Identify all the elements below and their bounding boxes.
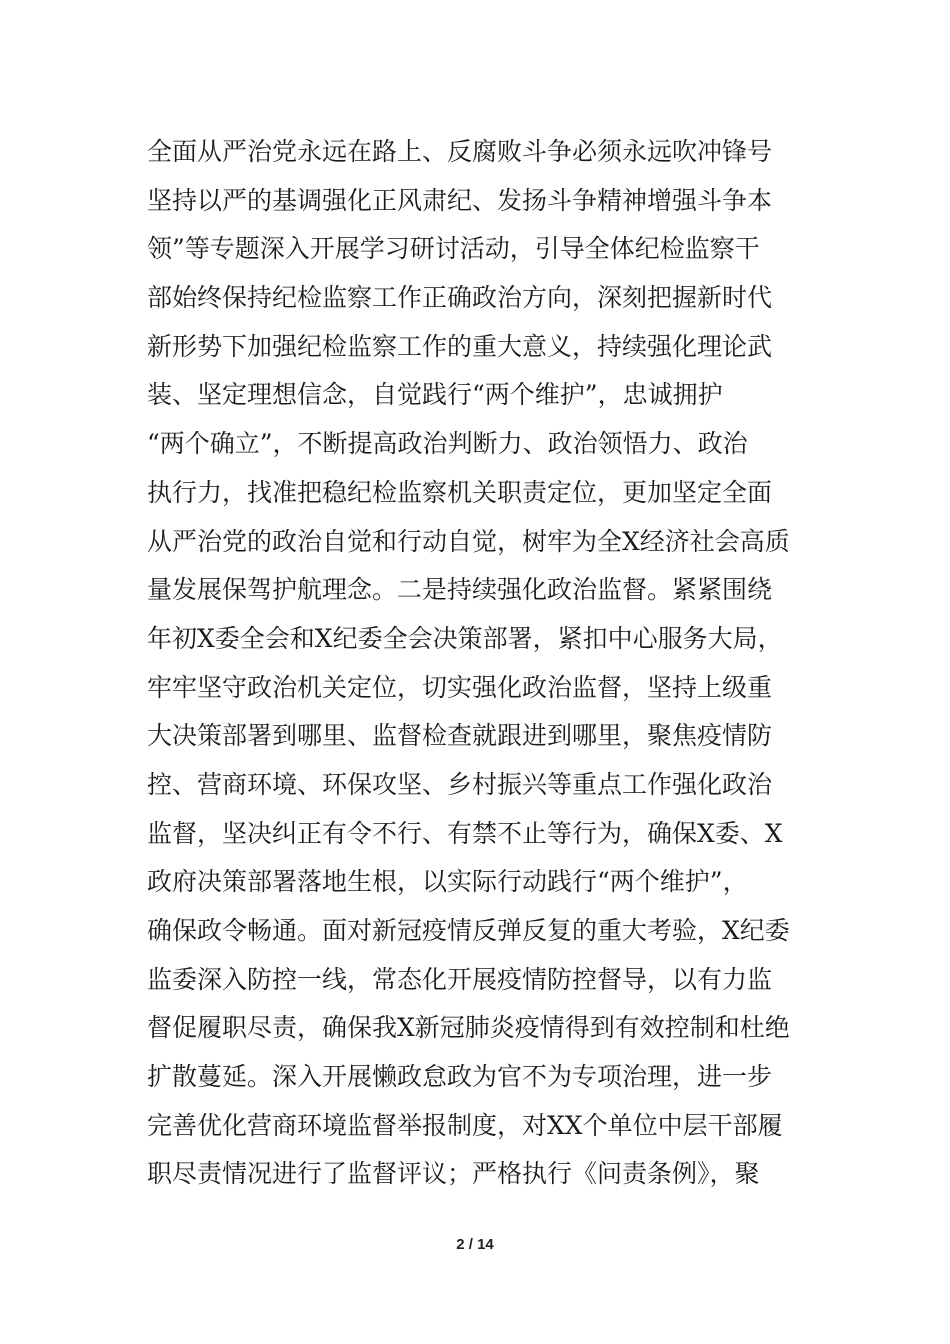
text-line: 职尽责情况进行了监督评议；严格执行《问责条例》，聚 — [147, 1159, 760, 1189]
text-line: 监委深入防控一线，常态化开展疫情防控督导，以有力监 — [147, 964, 773, 994]
page-number: 2 / 14 — [456, 1236, 494, 1253]
text-line: 督促履职尽责，确保我X新冠肺炎疫情得到有效控制和杜绝 — [147, 1013, 790, 1043]
text-line: 扩散蔓延。深入开展懒政怠政为官不为专项治理，进一步 — [147, 1062, 773, 1092]
text-line: 执行力，找准把稳纪检监察机关职责定位，更加坚定全面 — [147, 477, 773, 507]
text-line: 完善优化营商环境监督举报制度，对XX个单位中层干部履 — [147, 1110, 783, 1140]
text-line: 控、营商环境、环保攻坚、乡村振兴等重点工作强化政治 — [147, 769, 773, 799]
text-line: 坚持以严的基调强化正风肃纪、发扬斗争精神增强斗争本 — [147, 185, 773, 215]
text-line: 装、坚定理想信念，自觉践行“两个维护”，忠诚拥护 — [147, 380, 723, 410]
text-line: 牢牢坚守政治机关定位，切实强化政治监督，坚持上级重 — [147, 672, 773, 702]
text-line: 确保政令畅通。面对新冠疫情反弹反复的重大考验，X纪委 — [147, 916, 790, 945]
text-line: 政府决策部署落地生根，以实际行动践行“两个维护”， — [147, 867, 748, 897]
text-line: 监督，坚决纠正有令不行、有禁不止等行为，确保X委、X — [147, 818, 783, 848]
text-line: 全面从严治党永远在路上、反腐败斗争必须永远吹冲锋号 — [147, 137, 773, 166]
text-line: 部始终保持纪检监察工作正确政治方向，深刻把握新时代 — [147, 283, 773, 313]
text-line: 新形势下加强纪检监察工作的重大意义，持续强化理论武 — [147, 331, 773, 361]
text-line: “两个确立”，不断提高政治判断力、政治领悟力、政治 — [147, 429, 748, 459]
text-line: 量发展保驾护航理念。二是持续强化政治监督。紧紧围绕 — [147, 575, 773, 605]
text-line: 从严治党的政治自觉和行动自觉，树牢为全X经济社会高质 — [147, 526, 790, 556]
text-line: 年初X委全会和X纪委全会决策部署，紧扣中心服务大局， — [147, 623, 783, 653]
text-line: 大决策部署到哪里、监督检查就跟进到哪里，聚焦疫情防 — [147, 721, 773, 751]
body-text — [147, 128, 811, 1199]
text-line: 领”等专题深入开展学习研讨活动，引导全体纪检监察干 — [147, 234, 760, 264]
